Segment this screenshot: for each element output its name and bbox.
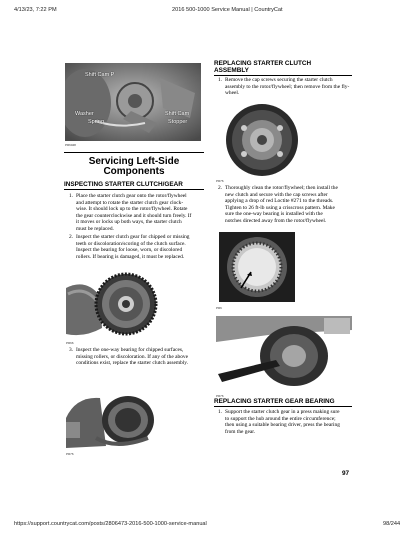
fig6-caption: PR76 [216, 394, 224, 398]
step-line: sure the one-way bearing is installed with the [225, 211, 323, 218]
step-number: 3. [69, 347, 74, 353]
step-line: Inspect the bearing for loose, worn, or discolored [76, 247, 183, 254]
step-number: 1. [69, 193, 74, 199]
fig1-caption: PR6048 [65, 143, 76, 147]
starter-gear-photo [66, 268, 162, 340]
print-page-title: 2016 500-1000 Service Manual | CountryCat [172, 7, 283, 13]
fig5-caption: PR6 [216, 306, 222, 310]
step-line: the gear counterclockwise and it should turn freely. If [76, 212, 192, 219]
replacing-clutch-heading-line2: ASSEMBLY [214, 67, 249, 74]
replacing-clutch-heading [214, 60, 352, 76]
replacing-clutch-heading-line1: REPLACING STARTER CLUTCH [214, 60, 312, 67]
fig2-caption: PR66 [66, 341, 74, 345]
title-rule-top [64, 152, 204, 153]
one-way-bearing-notches-photo [219, 232, 295, 302]
step-line: Inspect the one-way bearing for chipped surfaces, [76, 347, 184, 353]
step-line: must be replaced. [76, 225, 114, 232]
step-line: wise. It should lock up to the rotor/flywheel. Rotate [76, 206, 188, 213]
step-line: Remove the cap screws securing the starter clutch [225, 77, 333, 83]
step-line: it moves or locks up both ways, the starter clutch [76, 219, 182, 226]
fig4-caption: PR76 [216, 179, 224, 183]
page-number: 97 [342, 470, 350, 477]
replace-clutch-step-1 [218, 77, 358, 97]
step-line: notches directed away from the rotor/flywheel. [225, 217, 327, 224]
flywheel-clutch-photo [218, 100, 302, 180]
step-line: Inspect the starter clutch gear for chipped or missing [76, 234, 190, 240]
step-line: rollers. If bearing is damaged, it must be replaced. [76, 253, 185, 260]
step-line: applying a drop of red Loctite #271 to the threads. [225, 198, 334, 205]
step-number: 1. [218, 77, 223, 83]
step-number: 1. [218, 409, 223, 415]
section-title-line1: Servicing Left-Side [88, 156, 180, 167]
replace-gear-step-1 [218, 409, 358, 437]
step-line: conditions exist, replace the starter clutch assembly. [76, 360, 188, 367]
step-line: new clutch and secure with the cap screws after [225, 191, 328, 198]
replacing-gear-heading: REPLACING STARTER GEAR BEARING [214, 398, 352, 407]
one-way-bearing-photo [66, 388, 162, 450]
step-line: from the gear. [225, 428, 256, 435]
torque-wrench-photo [216, 312, 352, 392]
step-line: Tighten to 26 ft-lb using a crisscross pattern. Make [225, 204, 335, 211]
fig1-label-washer: Washer [75, 111, 94, 117]
step-line: missing rollers, or discoloration. If any of the above [76, 353, 188, 360]
inspect-step-1 [69, 193, 209, 235]
step-line: Support the starter clutch gear in a press making sure [225, 409, 340, 415]
step-number: 2. [69, 234, 74, 240]
step-line: wheel. [225, 90, 240, 97]
inspect-step-2 [69, 234, 209, 262]
step-line: to support the hub around the entire circumference; [225, 415, 336, 422]
fig3-caption: PR76 [66, 452, 74, 456]
step-number: 2. [218, 185, 223, 191]
fig1-label-shift-cam: Shift Cam [165, 111, 190, 117]
inspect-step-3 [69, 347, 209, 369]
inspecting-heading: INSPECTING STARTER CLUTCH/GEAR [64, 181, 204, 190]
step-line: Thoroughly clean the rotor/flywheel; then install the [225, 185, 338, 191]
print-datetime: 4/13/23, 7:22 PM [14, 7, 57, 13]
step-line: Place the starter clutch gear onto the rotor/flywheel [76, 193, 187, 199]
section-title [64, 157, 204, 177]
fig1-label-stopper: Stopper [168, 119, 188, 125]
step-line: and attempt to rotate the starter clutch gear clock- [76, 199, 184, 206]
fig1-label-spring: Spring [88, 119, 104, 125]
step-line: assembly to the rotor/flywheel; then remove from the fly- [225, 83, 350, 90]
print-url: https://support.countrycat.com/posts/2806473-2016-500-1000-service-manual [14, 521, 207, 527]
fig1-label-shift-cam-p: Shift Cam P [85, 72, 115, 78]
print-page-count: 98/244 [383, 521, 401, 527]
section-title-line2: Components [103, 166, 165, 177]
step-line: then using a suitable bearing driver, press the bearing [225, 422, 340, 429]
replace-clutch-step-2 [218, 185, 358, 227]
step-line: teeth or discoloration/scoring of the clutch surface. [76, 240, 186, 247]
